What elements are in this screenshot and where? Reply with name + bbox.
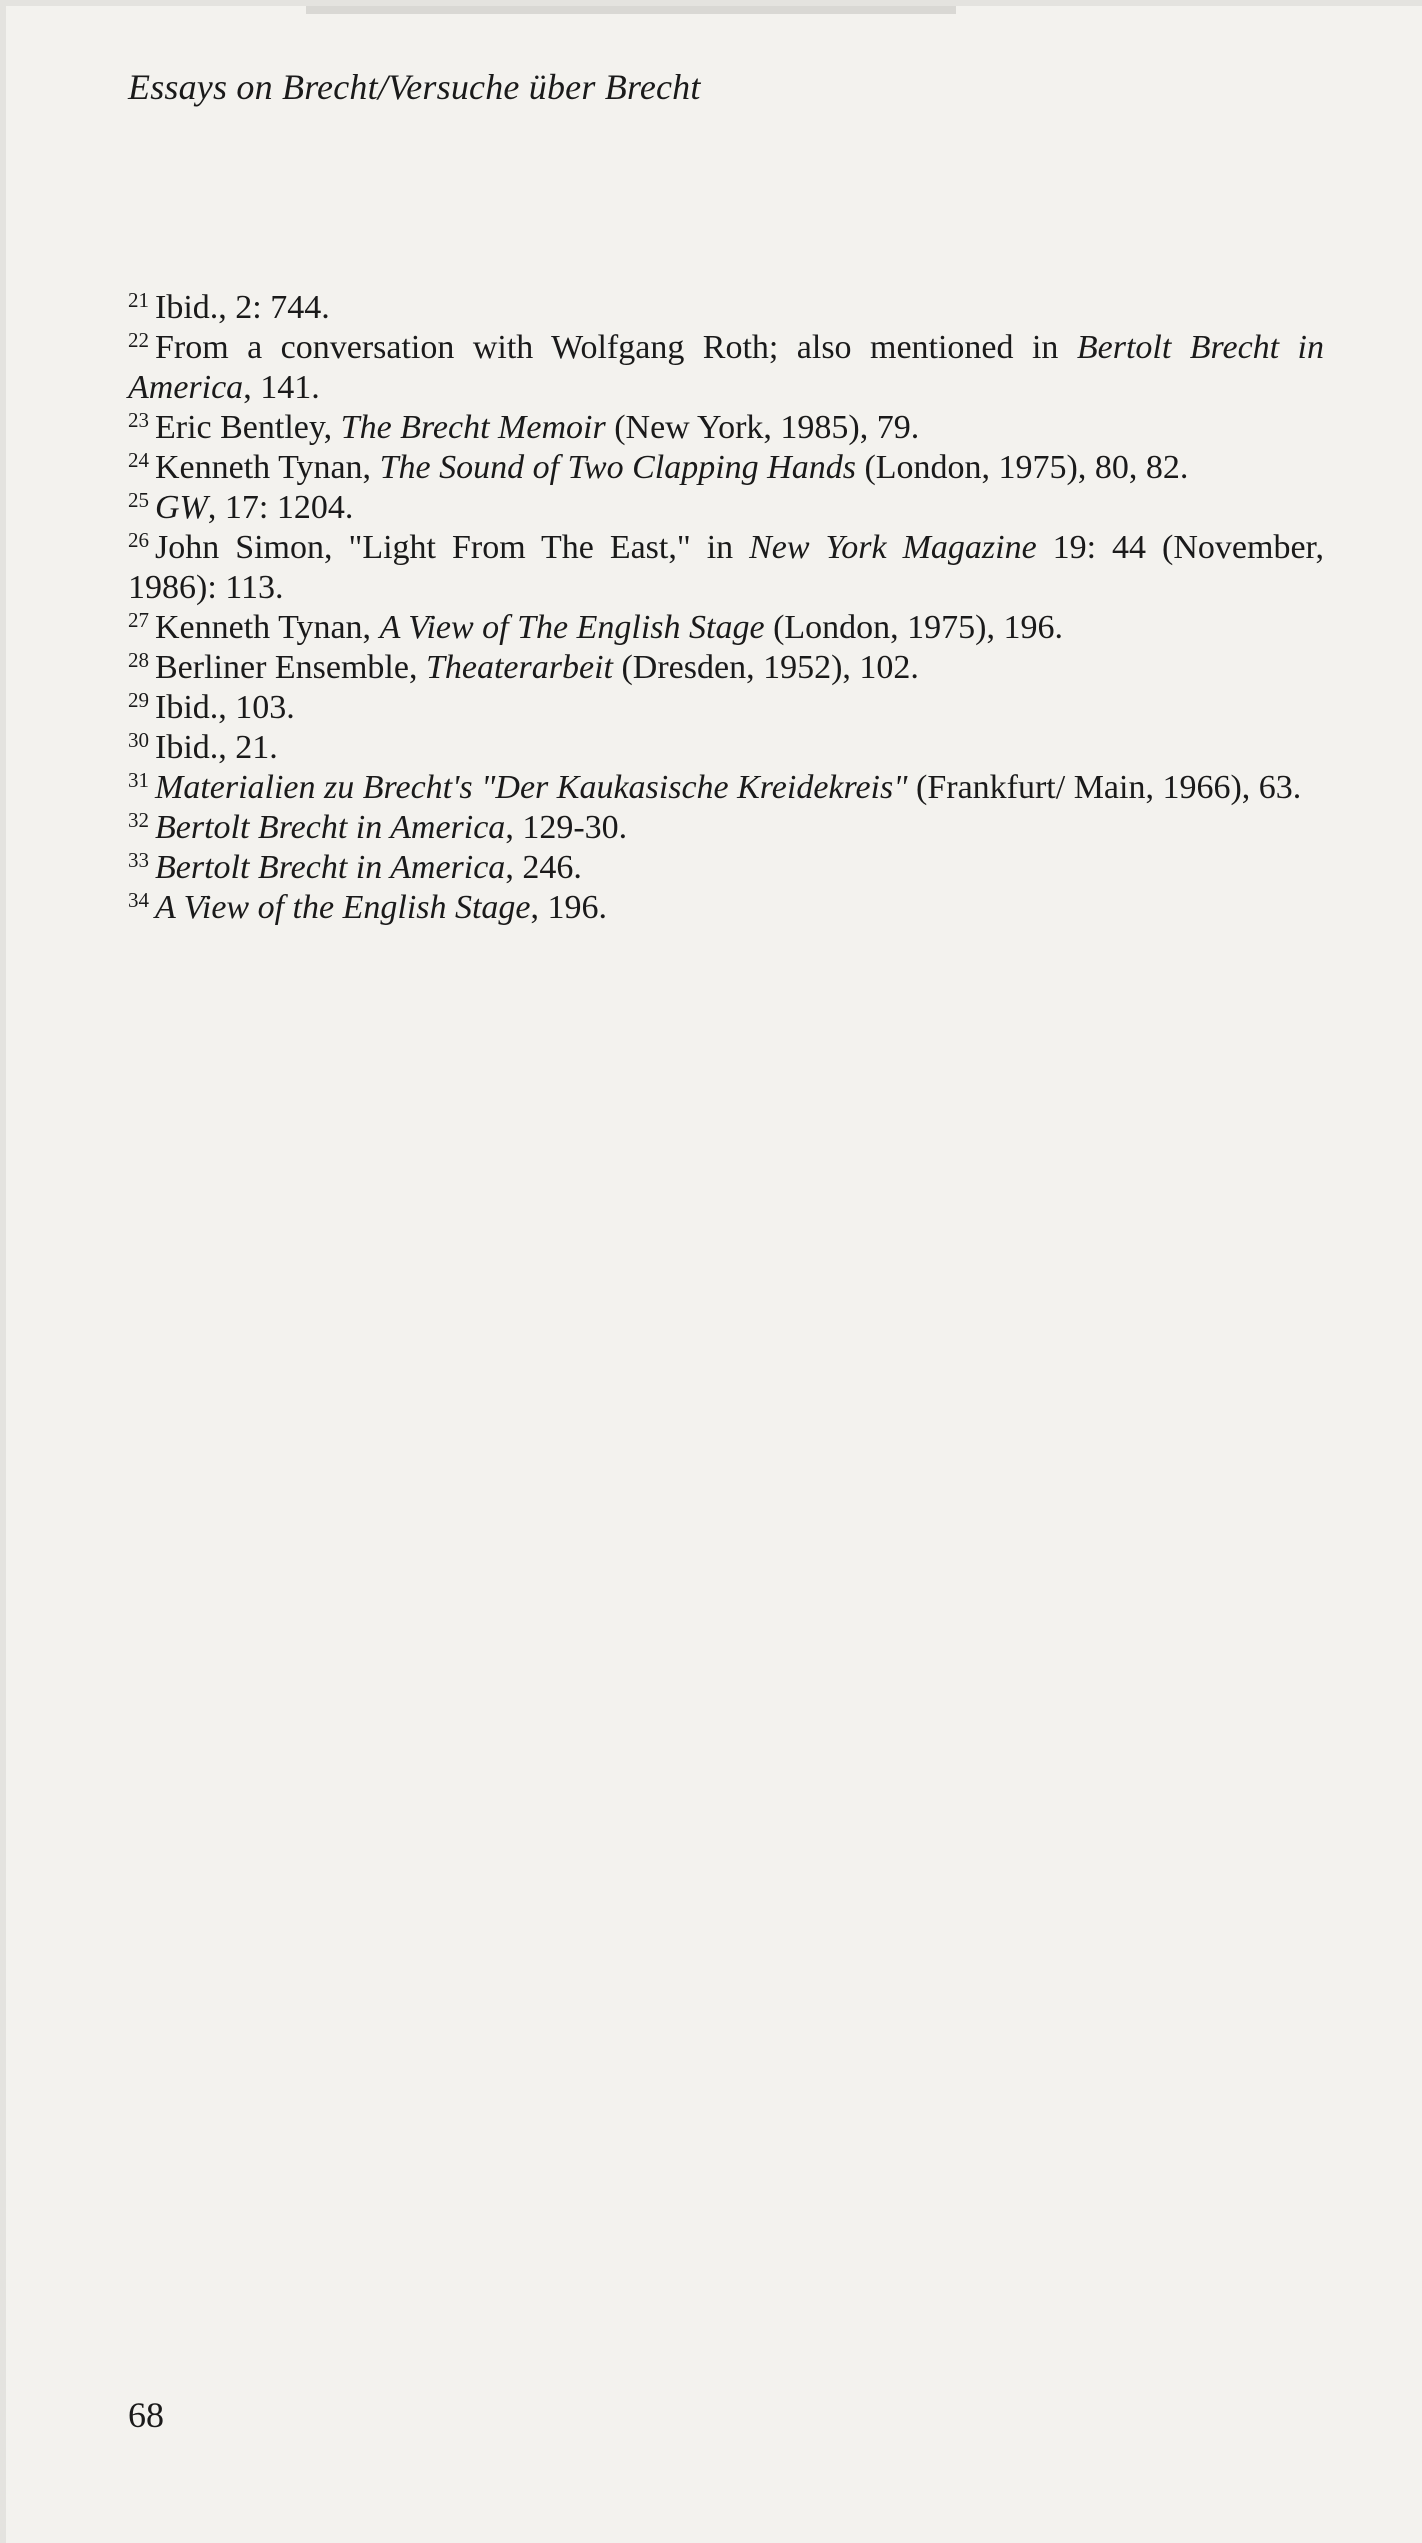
- italic-title: Bertolt Brecht in America: [155, 809, 506, 846]
- endnote: $^{31}$ Materialien zu Brecht's "Der Kaukasische Kreidekreis" (Frankfurt/ Main, 1966), 63.: [128, 768, 1302, 806]
- endnotes-list: [128, 288, 1324, 928]
- endnote: $^{26}$ John Simon, "Light From The East," in New York Magazine 19: 44 (November, 1986): 113.: [128, 528, 1324, 606]
- note-number: 30: [128, 728, 149, 752]
- note-number: 21: [128, 288, 149, 312]
- italic-title: Bertolt Brecht in America: [128, 329, 1324, 406]
- italic-title: New York Magazine: [749, 529, 1037, 566]
- note-number: 34: [128, 888, 149, 912]
- note-number: 26: [128, 528, 149, 552]
- note-number: 25: [128, 488, 149, 512]
- italic-title: Theaterarbeit: [425, 649, 613, 686]
- endnote: $^{30}$ Ibid., 21.: [128, 728, 278, 766]
- endnote: $^{33}$ Bertolt Brecht in America, 246.: [128, 848, 582, 886]
- endnote: $^{34}$ A View of the English Stage, 196.: [128, 888, 608, 926]
- endnote: $^{24}$ Kenneth Tynan, The Sound of Two Clapping Hands (London, 1975), 80, 82.: [128, 448, 1189, 486]
- endnote: $^{28}$ Berliner Ensemble, Theaterarbeit (Dresden, 1952), 102.: [128, 648, 919, 686]
- italic-title: The Brecht Memoir: [340, 409, 606, 446]
- endnote: $^{23}$ Eric Bentley, The Brecht Memoir (New York, 1985), 79.: [128, 408, 920, 446]
- running-head: Essays on Brecht/Versuche über Brecht: [128, 67, 701, 107]
- top-edge-tab: [306, 6, 956, 14]
- endnote: $^{27}$ Kenneth Tynan, A View of The English Stage (London, 1975), 196.: [128, 608, 1063, 646]
- note-number: 33: [128, 848, 149, 872]
- endnote: $^{21}$ Ibid., 2: 744.: [128, 288, 330, 326]
- endnote: $^{25}$ GW, 17: 1204.: [128, 488, 354, 526]
- endnote: $^{29}$ Ibid., 103.: [128, 688, 295, 726]
- endnote: $^{32}$ Bertolt Brecht in America, 129-30.: [128, 808, 628, 846]
- italic-title: The Sound of Two Clapping Hands: [379, 449, 856, 486]
- note-number: 28: [128, 648, 149, 672]
- note-number: 23: [128, 408, 149, 432]
- note-number: 27: [128, 608, 149, 632]
- endnote: $^{22}$ From a conversation with Wolfgang Roth; also mentioned in Bertolt Brecht in America, 141.: [128, 328, 1324, 406]
- note-number: 29: [128, 688, 149, 712]
- italic-title: Materialien zu Brecht's "Der Kaukasische Kreidekreis": [155, 769, 908, 806]
- italic-title: GW: [155, 489, 208, 526]
- note-number: 22: [128, 328, 149, 352]
- italic-title: A View of the English Stage: [155, 889, 531, 926]
- note-number: 32: [128, 808, 149, 832]
- italic-title: A View of The English Stage: [379, 609, 765, 646]
- italic-title: Bertolt Brecht in America: [155, 849, 506, 886]
- note-number: 24: [128, 448, 149, 472]
- note-number: 31: [128, 768, 149, 792]
- page-number: 68: [128, 2395, 164, 2435]
